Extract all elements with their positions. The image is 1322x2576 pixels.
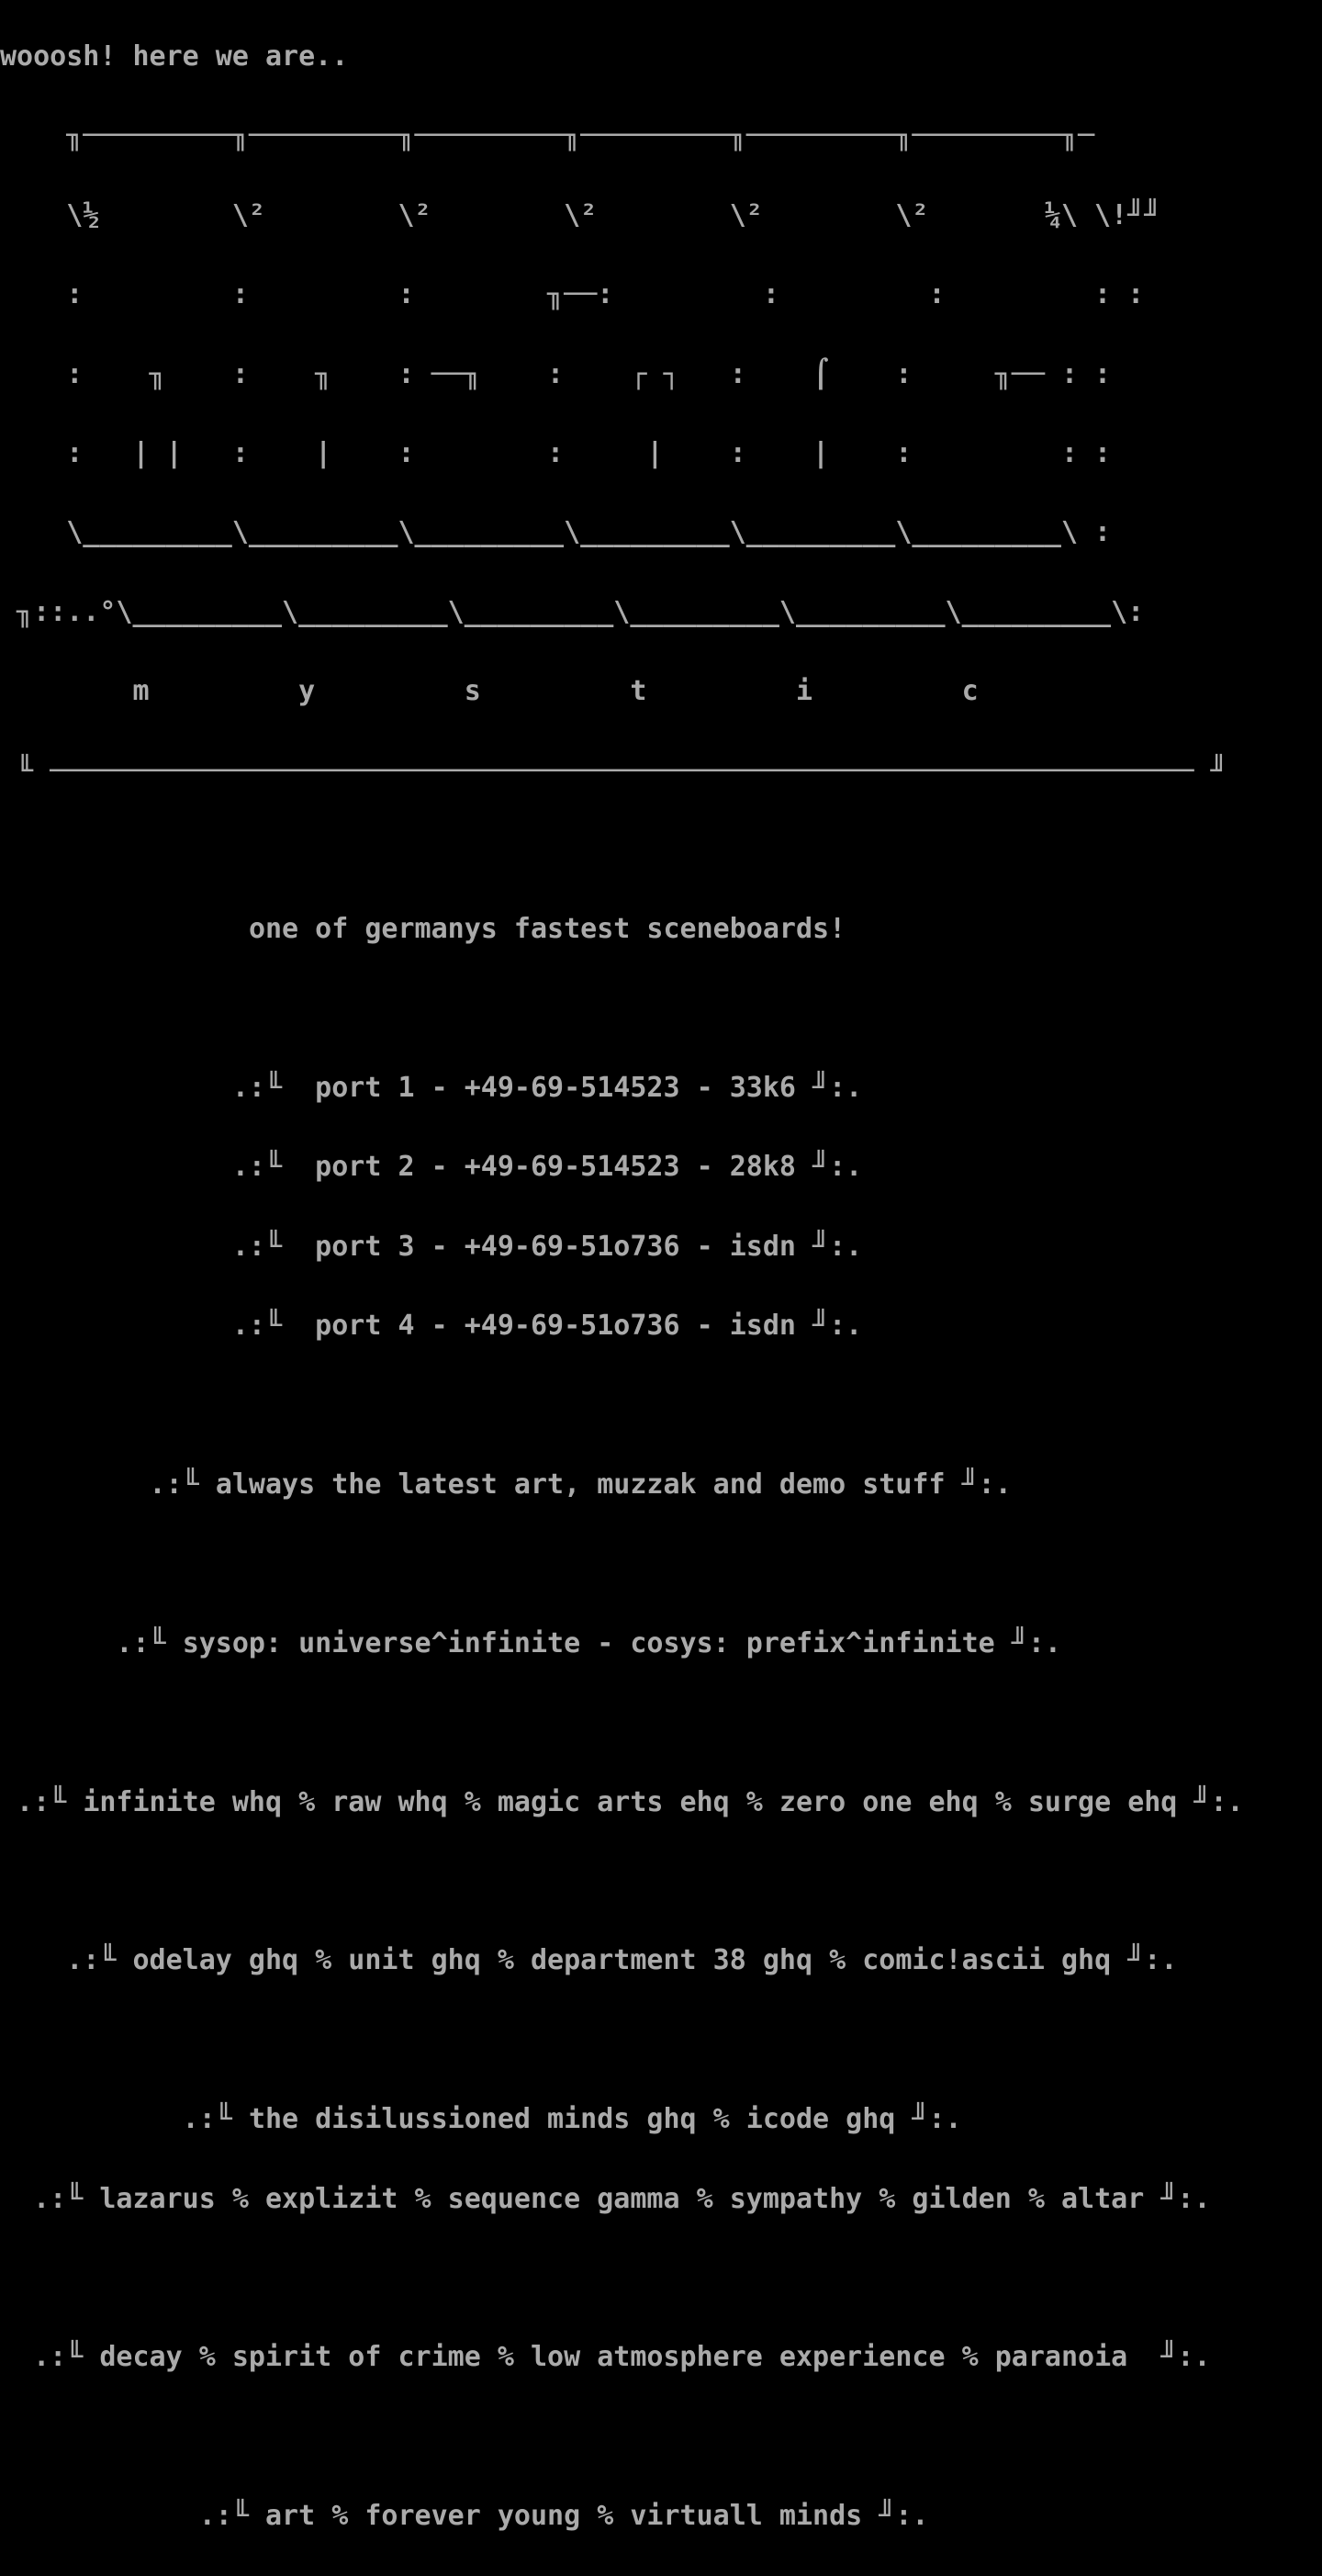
affiliation-line-2: .:╙ odelay ghq % unit ghq % department 38 ghq % comic!ascii ghq ╜:. [0, 1944, 1178, 1977]
separator-line: ╙ ───────────────────────────────────────────────────────────────────── ╜ [0, 754, 1227, 787]
affiliation-line-1: .:╙ infinite whq % raw whq % magic arts ehq % zero one ehq % surge ehq ╜:. [0, 1785, 1244, 1818]
port-line-4: .:╙ port 4 - +49-69-51o736 - isdn ╜:. [0, 1310, 863, 1343]
logo-art-line-5: : | | : | : : | : | : : : [0, 436, 1112, 469]
blank-line [0, 1703, 1244, 1742]
affiliation-line-6: .:╙ art % forever young % virtuall minds ╜:. [0, 2500, 929, 2533]
affiliation-line-3: .:╙ the disilussioned minds ghq % icode ghq ╜:. [0, 2103, 962, 2136]
affiliation-line-5: .:╙ decay % spirit of crime % low atmosphere experience % paranoia ╜:. [0, 2341, 1211, 2374]
blank-line [0, 2020, 1244, 2060]
blank-line [0, 1862, 1244, 1901]
port-3-text: port 3 - +49-69-51o736 - isdn [315, 1230, 796, 1263]
blank-line [0, 830, 1244, 870]
blank-line [0, 2417, 1244, 2457]
affiliation-line-4: .:╙ lazarus % explizit % sequence gamma % sympathy % gilden % altar ╜:. [0, 2182, 1211, 2215]
port-line-1: .:╙ port 1 - +49-69-514523 - 33k6 ╜:. [0, 1072, 863, 1105]
features-text: always the latest art, muzzak and demo stuff [215, 1468, 946, 1502]
blank-line [0, 989, 1244, 1029]
tagline [0, 909, 1244, 949]
staff-text: sysop: universe^infinite - cosys: prefix^infinite [182, 1626, 995, 1659]
blank-line [0, 2258, 1244, 2298]
logo-art-line-2: \½ \² \² \² \² \² ¼\ \!╜╜ [0, 198, 1161, 231]
tagline-text: one of germanys fastest sceneboards! [248, 913, 846, 946]
logo-art-line-6: \_________\_________\_________\_________\_________\_________\ : [0, 516, 1112, 549]
blank-line [0, 1386, 1244, 1425]
affiliation-3-text: the disilussioned minds ghq % icode ghq [248, 2103, 896, 2136]
logo-art-line-3: : : : ╖──: : : : : [0, 278, 1145, 311]
affiliation-6-text: art % forever young % virtuall minds [264, 2500, 863, 2533]
port-line-3: .:╙ port 3 - +49-69-51o736 - isdn ╜:. [0, 1230, 863, 1263]
affiliation-2-text: odelay ghq % unit ghq % department 38 ghq % comic!ascii ghq [132, 1944, 1112, 1977]
features-line: .:╙ always the latest art, muzzak and demo stuff ╜:. [0, 1468, 1012, 1502]
staff-line: .:╙ sysop: universe^infinite - cosys: prefix^infinite ╜:. [0, 1626, 1061, 1659]
affiliation-4-text: lazarus % explizit % sequence gamma % sympathy % gilden % altar [99, 2182, 1145, 2215]
affiliation-5-text: decay % spirit of crime % low atmosphere experience % paranoia [99, 2341, 1128, 2374]
logo-art-line-1: ╖─────────╖─────────╖─────────╖─────────╖─────────╖─────────╖─ [0, 119, 1095, 152]
affiliation-1-text: infinite whq % raw whq % magic arts ehq % zero one ehq % surge ehq [83, 1785, 1178, 1818]
port-1-text: port 1 - +49-69-514523 - 33k6 [315, 1072, 796, 1105]
port-4-text: port 4 - +49-69-51o736 - isdn [315, 1310, 796, 1343]
ansi-text-block [0, 37, 1244, 2576]
logo-art-line-4: : ╖ : ╖ : ──╖ : ┌ ┐ : ⌠ : ╖── : : [0, 357, 1112, 390]
intro-line: wooosh! here we are.. [0, 40, 349, 73]
port-line-2: .:╙ port 2 - +49-69-514523 - 28k8 ╜:. [0, 1151, 863, 1184]
blank-line [0, 1544, 1244, 1583]
logo-art-line-7: ╖::..°\_________\_________\_________\_________\_________\_________\: [0, 595, 1145, 628]
port-2-text: port 2 - +49-69-514523 - 28k8 [315, 1151, 796, 1184]
logo-word: m y s t i c [0, 675, 979, 708]
